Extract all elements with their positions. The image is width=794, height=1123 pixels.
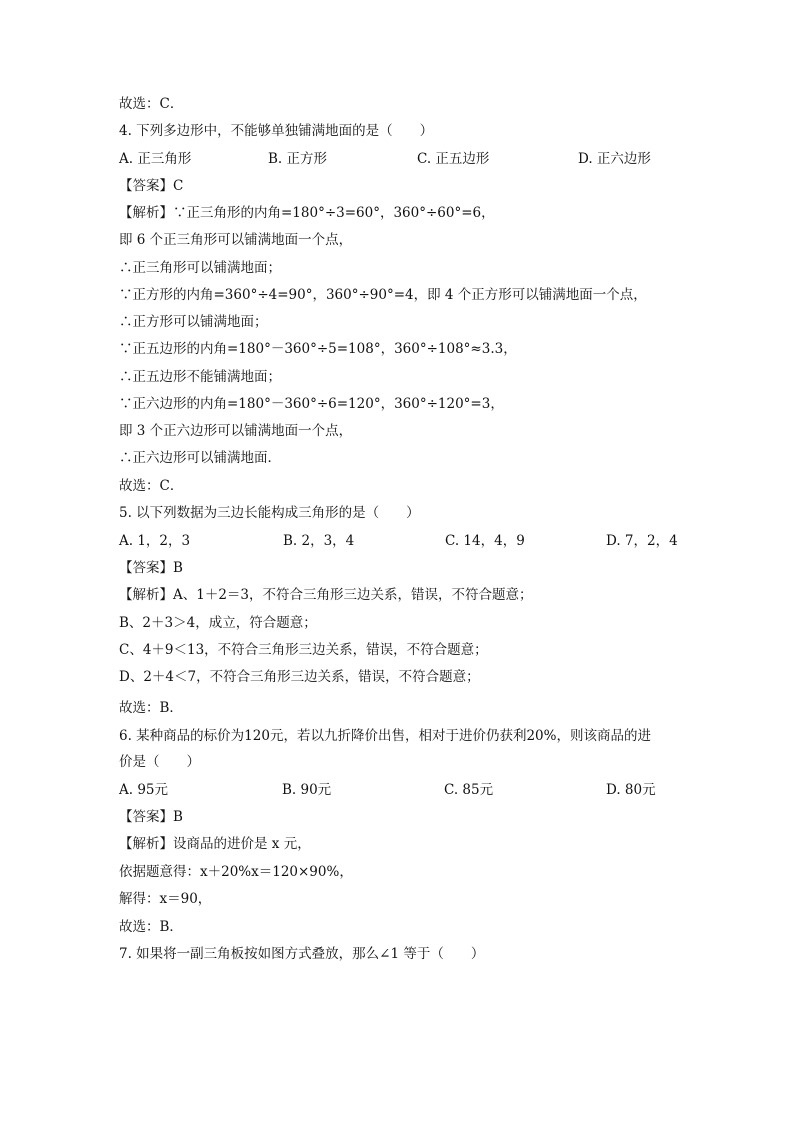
q6-conclusion: 故选：B． [119,919,183,935]
q6-option-a: A. 95元 [119,782,169,798]
q6-option-b: B. 90元 [282,782,332,798]
q5-analysis-line: C、4＋9＜13，不符合三角形三边关系，错误，不符合题意； [119,642,488,658]
question-6-stem-cont: 价是（ ） [119,754,200,770]
q5-analysis-line: B、2＋3＞4，成立，符合题意； [119,615,317,631]
q6-option-c: C. 85元 [444,782,494,798]
q4-option-c: C. 正五边形 [417,151,490,167]
q4-option-b: B. 正方形 [268,151,328,167]
q4-option-d: D. 正六边形 [578,151,651,167]
q4-analysis-line: ∴正方形可以铺满地面； [119,314,268,330]
question-4-stem: 4. 下列多边形中，不能够单独铺满地面的是（ ） [119,123,434,139]
q5-option-a: A. 1，2，3 [119,533,191,549]
q4-analysis-line: ∴正三角形可以铺满地面； [119,260,281,276]
q4-analysis-line: 即 6 个正三角形可以铺满地面一个点， [119,232,353,248]
q5-answer: 【答案】B [119,560,183,576]
q4-analysis-line: ∵正方形的内角=360°÷4=90°，360°÷90°=4，即 4 个正方形可以铺满地面一个点， [119,287,647,303]
q6-analysis-line: 解得：x＝90， [119,891,212,907]
question-7-stem: 7. 如果将一副三角板按如图方式叠放，那么∠1 等于（ ） [119,946,485,962]
q6-option-d: D. 80元 [606,782,656,798]
q4-analysis-line: ∵正六边形的内角=180°－360°÷6=120°，360°÷120°=3， [119,396,504,412]
q4-analysis-line: 【解析】∵正三角形的内角=180°÷3=60°，360°÷60°=6， [119,205,495,221]
q4-conclusion: 故选：C． [119,478,184,494]
q5-option-c: C. 14，4，9 [445,533,525,549]
q4-analysis-line: ∴正五边形不能铺满地面； [119,369,281,385]
q5-option-d: D. 7，2，4 [606,533,678,549]
q5-conclusion: 故选：B． [119,700,183,716]
question-6-stem: 6. 某种商品的标价为120元，若以九折降价出售，相对于进价仍获利20%，则该商品的进 [119,728,651,744]
q4-answer: 【答案】C [119,178,184,194]
answer-line: 故选：C． [119,96,184,112]
q6-analysis-line: 依据题意得：x＋20%x＝120×90%， [119,864,353,880]
q4-analysis-line: ∴正六边形可以铺满地面． [119,450,281,466]
q6-answer: 【答案】B [119,809,183,825]
q5-analysis-line: D、2＋4＜7，不符合三角形三边关系，错误，不符合题意； [119,669,480,685]
q5-option-b: B. 2，3，4 [283,533,355,549]
q5-analysis-line: 【解析】A、1＋2＝3，不符合三角形三边关系，错误，不符合题意； [119,587,533,603]
q6-analysis-line: 【解析】设商品的进价是 x 元， [119,836,311,852]
q4-option-a: A. 正三角形 [119,151,192,167]
q4-analysis-line: ∵正五边形的内角=180°－360°÷5=108°，360°÷108°≈3.3， [119,341,517,357]
question-5-stem: 5. 以下列数据为三边长能构成三角形的是（ ） [119,505,420,521]
q4-analysis-line: 即 3 个正六边形可以铺满地面一个点， [119,423,353,439]
